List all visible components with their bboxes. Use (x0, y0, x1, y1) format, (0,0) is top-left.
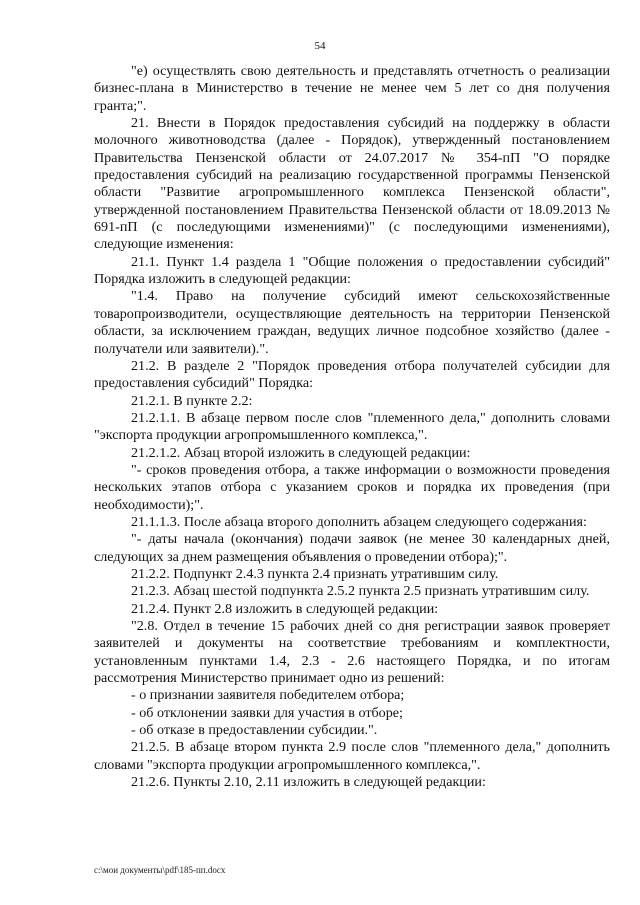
list-item: - об отказе в предоставлении субсидии.". (131, 722, 378, 739)
paragraph: 21.2.5. В абзаце втором пункта 2.9 после слов "племенного дела," дополнить словами "экспорта продукции агропромышленного комплекса,". (94, 739, 610, 773)
list-item: - об отклонении заявки для участия в отборе; (131, 704, 403, 721)
document-body (94, 63, 610, 791)
paragraph: "е) осуществлять свою деятельность и представлять отчетность о реализации бизнес-плана в Министерство в течение не менее чем 5 лет со дня получения гранта;". (94, 63, 610, 114)
paragraph: 21.1.1.3. После абзаца второго дополнить абзацем следующего содержания: (131, 513, 587, 530)
paragraph: 21.2.3. Абзац шестой подпункта 2.5.2 пункта 2.5 признать утратившим силу. (131, 583, 590, 600)
paragraph: 21.1. Пункт 1.4 раздела 1 "Общие положения о предоставлении субсидий" Порядка изложить в следующей редакции: (94, 253, 610, 288)
paragraph: 21.2.1. В пункте 2.2: (131, 392, 253, 409)
paragraph: 21.2. В разделе 2 "Порядок проведения отбора получателей субсидии для предоставления субсидий" Порядка: (94, 357, 610, 392)
paragraph: 21.2.2. Подпункт 2.4.3 пункта 2.4 признать утратившим силу. (131, 565, 499, 582)
paragraph: "- даты начала (окончания) подачи заявок (не менее 30 календарных дней, следующих за днем размещения объявления о проведении отбора);". (94, 531, 610, 565)
paragraph: 21.2.4. Пункт 2.8 изложить в следующей редакции: (131, 600, 439, 617)
list-item: - о признании заявителя победителем отбора; (131, 687, 405, 704)
paragraph: 21.2.6. Пункты 2.10, 2.11 изложить в следующей редакции: (131, 774, 486, 791)
page-number: 54 (314, 40, 326, 52)
paragraph: 21. Внести в Порядок предоставления субсидий на поддержку в области молочного животноводства (далее - Порядок), утвержденный постановлением Правительства Пензенской области от 24.07.2017 № 354-пП "О порядке предоставления субсидий на реализацию государственной программы Пензенской области "Развитие агропромышленного комплекса Пензенской области", утвержденной постановлением Правительства Пензенской области от 18.09.2013 № 691-пП (с последующими изменениями)" (с последующими изменениями), следующие изменения: (94, 115, 610, 253)
footer-file-path: c:\мои документы\pdf\185-пп.docx (94, 865, 226, 875)
paragraph: 21.2.1.2. Абзац второй изложить в следующей редакции: (131, 444, 471, 461)
paragraph: "2.8. Отдел в течение 15 рабочих дней со дня регистрации заявок проверяет заявителей и документы на соответствие требованиям и комплектности, установленным пунктами 1.4, 2.3 - 2.6 настоящего Порядка, и по итогам рассмотрения Министерство принимает одно из решений: (94, 618, 610, 687)
paragraph: 21.2.1.1. В абзаце первом после слов "племенного дела," дополнить словами "экспорта продукции агропромышленного комплекса,". (94, 409, 610, 444)
paragraph: "- сроков проведения отбора, а также информации о возможности проведения нескольких этапов отбора с указанием сроков и порядка их проведения (при необходимости);". (94, 461, 610, 513)
paragraph: "1.4. Право на получение субсидий имеют сельскохозяйственные товаропроизводители, осуществляющие деятельность на территории Пензенской области, за исключением граждан, ведущих личное подсобное хозяйство (далее - получатели или заявители).". (94, 288, 610, 357)
